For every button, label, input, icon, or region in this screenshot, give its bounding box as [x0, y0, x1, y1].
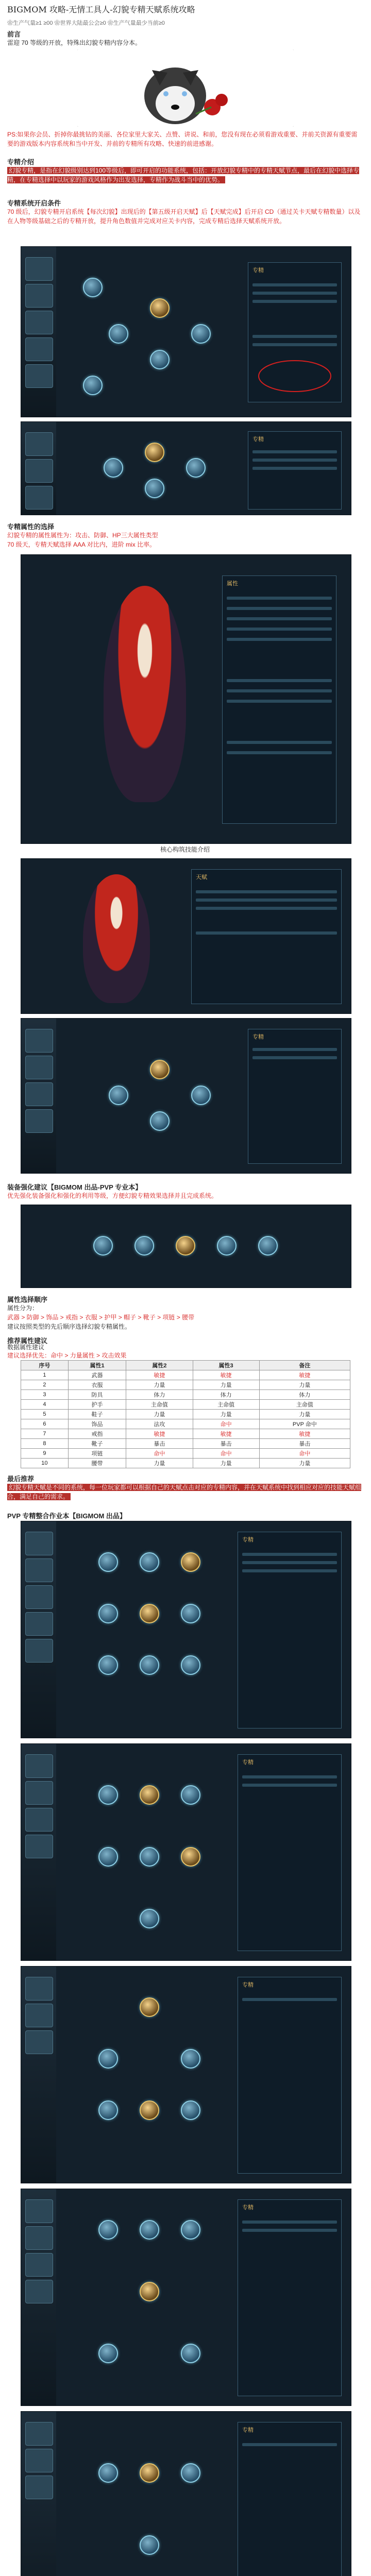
intro-section-text: [7, 166, 363, 184]
table-cell: 力量: [126, 1380, 193, 1390]
table-cell: 力量: [126, 1410, 193, 1419]
table-cell: 护手: [68, 1400, 126, 1410]
table-cell: 2: [21, 1380, 69, 1390]
table-cell: 敏捷: [259, 1429, 350, 1439]
table-cell: 命中: [193, 1419, 259, 1429]
table-cell: 7: [21, 1429, 69, 1439]
game-screenshot-6: [21, 1205, 351, 1288]
table-cell: 5: [21, 1410, 69, 1419]
order-text-1: 属性分为：: [7, 1304, 39, 1312]
table-cell: 体力: [193, 1390, 259, 1400]
table-cell: 力量: [259, 1459, 350, 1468]
table-row: [21, 1459, 350, 1468]
table-cell: 项链: [68, 1449, 126, 1459]
table-cell: 6: [21, 1419, 69, 1429]
table-row: [21, 1390, 350, 1400]
game-screenshot-3: 属性: [21, 554, 351, 844]
pvp-screenshot-5: 专精: [21, 2411, 351, 2576]
notice-text: PS:如果你会员、折掉你最挑钻的美丽、各位家里大家关、点赞、讲说、和前，您没有现在必须看游戏重要、并前关资源有重要需要的游戏版本内容系统和当中开发、并前的专精所有攻略、快速的前进感谢。: [7, 131, 358, 147]
attribute-text-2: 70 级天，专精天赋选择 AAA 对比内，进阶 mix 比率。: [7, 541, 156, 548]
table-cell: 体力: [259, 1390, 350, 1400]
skill-sidebar: [21, 247, 56, 417]
table-cell: 防具: [68, 1390, 126, 1400]
table-header-cell: 属性1: [68, 1361, 126, 1370]
pvp-screenshot-2: 专精: [21, 1743, 351, 1961]
table-row: [21, 1419, 350, 1429]
article-meta: ❀生产气量≥1 ≥00 ❀世界大陆最公会≥0 ❀生产气量最少当前≥0: [7, 20, 165, 26]
pvp-screenshot-1: 专精: [21, 1521, 351, 1738]
equip-heading: 装备强化建议【BIGMOM 出品-PVP 专业本】: [7, 1183, 142, 1191]
table-cell: 敏捷: [126, 1370, 193, 1380]
open-condition-heading: 专精系统开启条件: [7, 199, 61, 207]
pvp-screenshot-3: 专精: [21, 1966, 351, 2183]
order-text-3: 建议按照类型的先后顺序选择幻貌专精属性。: [7, 1323, 131, 1330]
core-skill-caption: 核心构筑技能介绍: [160, 846, 210, 853]
table-row: [21, 1380, 350, 1390]
pvp-caption: PVP 专精整合作业本【BIGMOM 出品】: [7, 1512, 126, 1520]
table-cell: 敏捷: [193, 1429, 259, 1439]
table-cell: 力量: [259, 1410, 350, 1419]
table-row: [21, 1439, 350, 1449]
hero-character: [104, 586, 186, 802]
table-header-cell: 序号: [21, 1361, 69, 1370]
husky-photo: [77, 49, 294, 127]
table-cell: 力量: [193, 1410, 259, 1419]
table-cell: 命中: [259, 1449, 350, 1459]
table-cell: 饰品: [68, 1419, 126, 1429]
end-text-body: 幻貌专精天赋是不同的系统，每一位玩家都可以根据自己的天赋点击对应的专精内容，并在天赋系统中找到相应对应的技能天赋组合，满足自己的需求。: [7, 1484, 362, 1500]
order-text-2: 武器 > 防御 > 饰品 > 戒指 > 衣服 > 护甲 > 帽子 > 靴子 > 项链 > 腰带: [7, 1314, 195, 1321]
intro-section-heading: 专精介绍: [7, 158, 35, 166]
table-row: [21, 1370, 350, 1380]
table-header-cell: 备注: [259, 1361, 350, 1370]
table-cell: 腰带: [68, 1459, 126, 1468]
recommend-heading: 推荐属性建议: [7, 1337, 48, 1345]
table-cell: 武器: [68, 1370, 126, 1380]
table-cell: 暴击: [259, 1439, 350, 1449]
open-condition-text: [7, 207, 363, 226]
table-cell: 力量: [193, 1380, 259, 1390]
skill-sidebar-2: [21, 422, 56, 515]
table-cell: 4: [21, 1400, 69, 1410]
table-row: [21, 1400, 350, 1410]
table-cell: 衣服: [68, 1380, 126, 1390]
table-header-row: [21, 1361, 350, 1370]
table-cell: PVP 命中: [259, 1419, 350, 1429]
table-cell: 暴击: [126, 1439, 193, 1449]
end-heading: 最后推荐: [7, 1475, 35, 1483]
table-cell: 主命值: [193, 1400, 259, 1410]
table-cell: 暴击: [193, 1439, 259, 1449]
equip-text: 优先强化装备强化和强化的利用等级，方便幻貌专精效果选择并且完成系统。: [7, 1192, 218, 1199]
article-title: BIGMOM 攻略-无情工具人-幻貌专精天赋系统攻略: [7, 5, 195, 14]
table-row: [21, 1449, 350, 1459]
table-cell: 8: [21, 1439, 69, 1449]
game-screenshot-2: 专精: [21, 421, 351, 515]
table-cell: 主命值: [126, 1400, 193, 1410]
end-text: [7, 1483, 363, 1501]
table-cell: 命中: [193, 1449, 259, 1459]
attribute-table: [21, 1360, 350, 1468]
table-row: [21, 1410, 350, 1419]
table-cell: 法攻: [126, 1419, 193, 1429]
game-screenshot-5: 专精: [21, 1018, 351, 1174]
table-cell: 戒指: [68, 1429, 126, 1439]
game-screenshot-4: 天赋: [21, 858, 351, 1014]
table-cell: 敏捷: [193, 1370, 259, 1380]
intro-section-body: 幻貌专精，是指在幻貌级别达到100等级后，即可开启的功能系统，包括：开放幻貌专精中的专精天赋节点，最后在幻貌中选择专精，在专精选择中以玩家的游戏风格作为出发选择，专精作为战斗当中的优势。: [7, 167, 360, 183]
table-cell: 3: [21, 1390, 69, 1400]
table-header-cell: 属性3: [193, 1361, 259, 1370]
intro-text: 雷迎 70 等级的开放，特殊出幻貌专精内容分本。: [7, 39, 142, 46]
open-condition-body: 70 级后，幻貌专精开启系统【每次幻貌】出现后的【第五级开启天赋】后【天赋完成】后开启 CD（通过关卡天赋专精数量）以及在人物等级基础之后的专精开放，提升角色数值并完成对应关卡内容，完成专精后选择天赋系统开放。: [7, 208, 361, 225]
attribute-text-1: 幻貌专精的属性属性为：攻击、防御、HP三大属性类型: [7, 532, 158, 539]
recommend-text-2: 建议选择优先：命中 > 力量属性 > 攻击效果: [7, 1352, 127, 1359]
table-cell: 靴子: [68, 1439, 126, 1449]
table-cell: 力量: [126, 1459, 193, 1468]
pvp-screenshot-4: 专精: [21, 2189, 351, 2406]
table-cell: 力量: [259, 1380, 350, 1390]
table-cell: 1: [21, 1370, 69, 1380]
table-cell: 敏捷: [259, 1370, 350, 1380]
table-row: [21, 1429, 350, 1439]
table-cell: 主命值: [259, 1400, 350, 1410]
table-cell: 9: [21, 1449, 69, 1459]
table-cell: 鞋子: [68, 1410, 126, 1419]
intro-heading: 前言: [7, 30, 21, 38]
recommend-text-1: 数据属性建议: [7, 1344, 45, 1351]
table-cell: 敏捷: [126, 1429, 193, 1439]
table-cell: 10: [21, 1459, 69, 1468]
table-cell: 体力: [126, 1390, 193, 1400]
attribute-heading: 专精属性的选择: [7, 523, 55, 531]
game-screenshot-1: 专精: [21, 246, 351, 417]
table-cell: 命中: [126, 1449, 193, 1459]
table-cell: 力量: [193, 1459, 259, 1468]
order-heading: 属性选择顺序: [7, 1296, 48, 1303]
table-header-cell: 属性2: [126, 1361, 193, 1370]
